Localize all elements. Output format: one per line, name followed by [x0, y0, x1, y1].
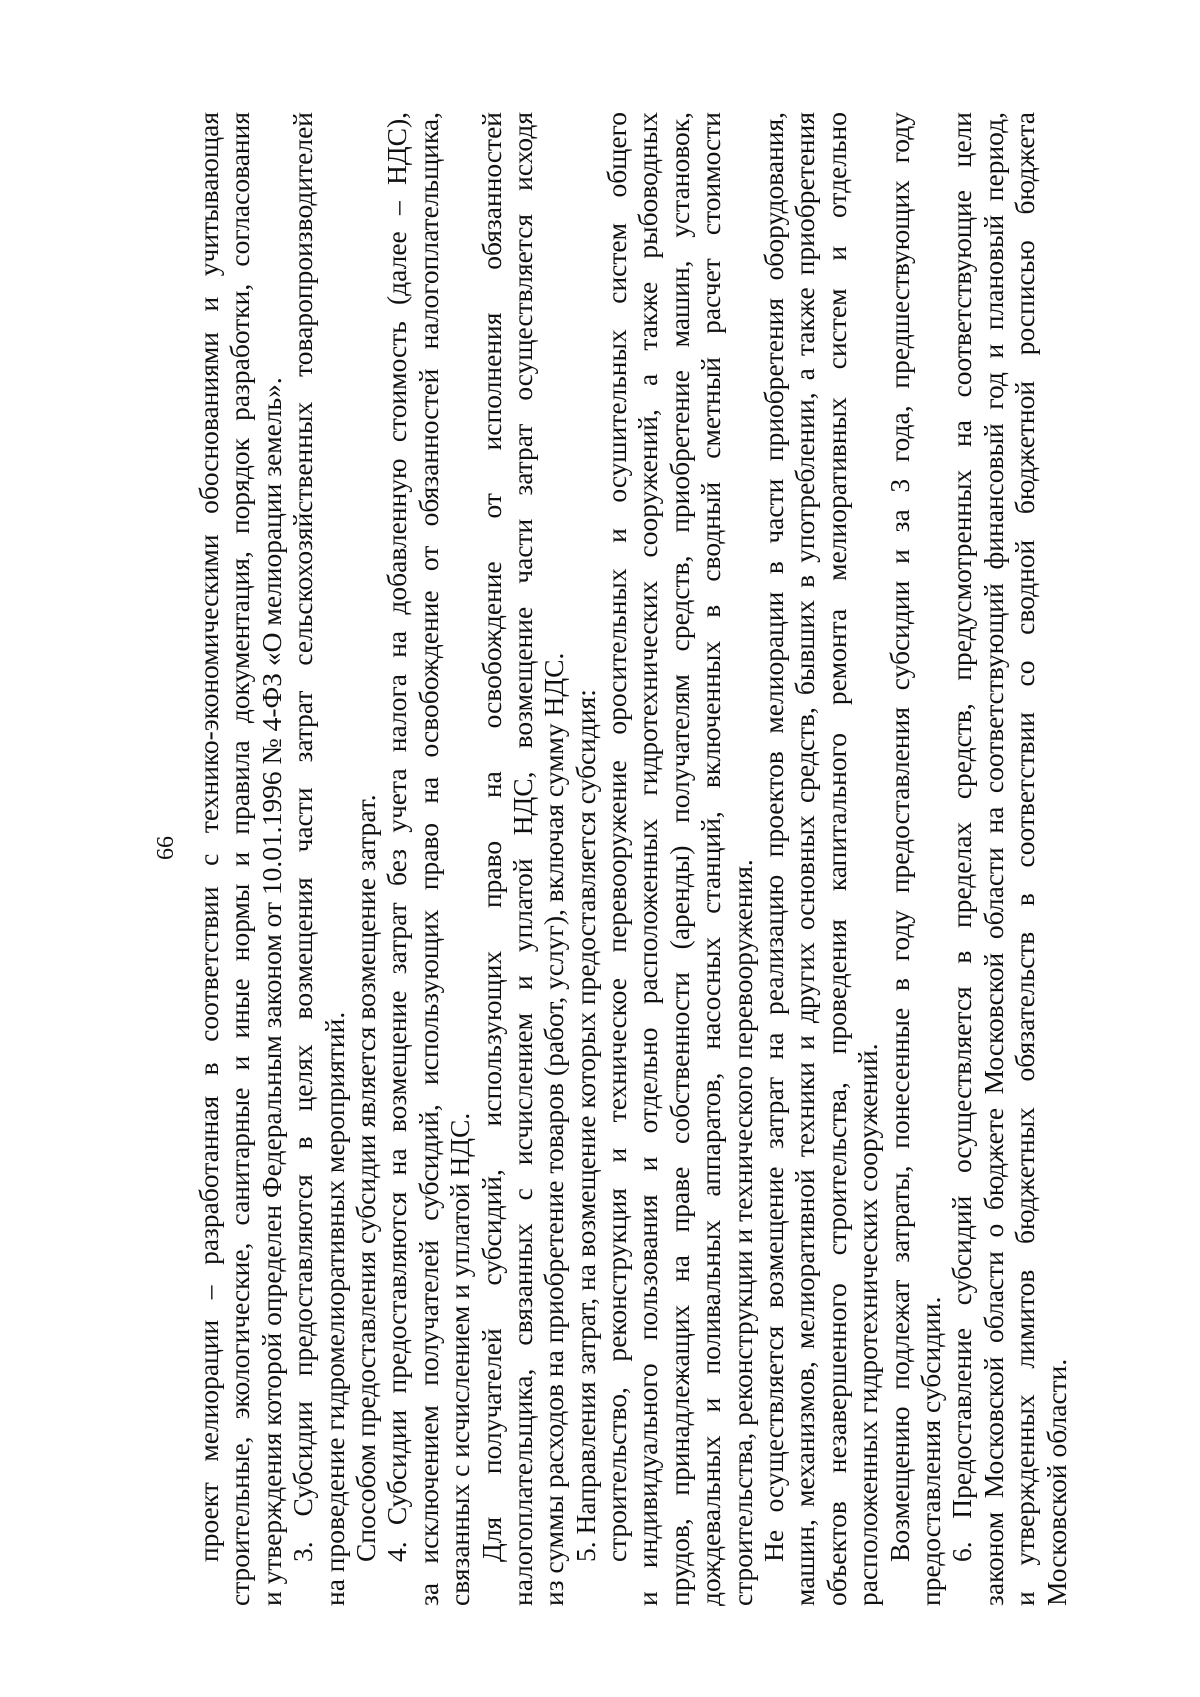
text-line: за исключением получателей субсидий, использующих право на освобождение от обязанностей налогоплательщика, [412, 112, 444, 1606]
text-line: налогоплательщика, связанных с исчислением и уплатой НДС, возмещение части затрат осуществляется исходя [506, 112, 538, 1606]
text-line: Московской области. [1040, 1358, 1072, 1606]
text-line: и утверждения которой определен Федеральным законом от 10.01.1996 № 4-ФЗ «О мелиорации земель». [255, 377, 287, 1606]
text-line: из суммы расходов на приобретение товаров (работ, услуг), включая сумму НДС. [538, 652, 570, 1606]
text-line: дождевальных и поливальных аппаратов, насосных станций, включенных в сводный сметный расчет стоимости [695, 112, 727, 1606]
body-text [193, 112, 1072, 1606]
text-line: Возмещению подлежат затраты, понесенные в году предоставления субсидии и за 3 года, предшествующих году [883, 112, 915, 1562]
text-line: предоставления субсидии. [914, 1296, 946, 1606]
text-line: проект мелиорации – разработанная в соответствии с технико-экономическими обоснованиями и учитывающая [193, 112, 224, 1562]
text-line: 3. Субсидии предоставляются в целях возмещения части затрат сельскохозяйственных товаропроизводителей [287, 112, 319, 1562]
text-line: Не осуществляется возмещение затрат на реализацию проектов мелиорации в части приобретения оборудования, [758, 112, 790, 1562]
text-line: связанных с исчислением и уплатой НДС. [444, 1112, 476, 1606]
text-line: расположенных гидротехнических сооружений. [852, 1043, 884, 1606]
text-line: машин, механизмов, мелиоративной техники и других основных средств, бывших в употреблении, а также приобретения [789, 112, 821, 1606]
text-line: строительства, реконструкции и технического перевооружения. [726, 859, 758, 1606]
text-line: 6. Предоставление субсидий осуществляется в пределах средств, предусмотренных на соответствующие цели [946, 112, 978, 1562]
text-line: 5. Направления затрат, на возмещение которых предоставляется субсидия: [569, 689, 601, 1562]
text-line: объектов незавершенного строительства, проведения капитального ремонта мелиоративных систем и отдельно [820, 112, 852, 1606]
text-line: Для получателей субсидий, использующих право на освобождение от исполнения обязанностей [475, 112, 507, 1562]
rotated-text-block [145, 68, 1072, 1628]
text-line: Способом предоставления субсидии является возмещение затрат. [349, 794, 381, 1562]
text-line: строительные, экологические, санитарные и иные нормы и правила документация, порядок разработки, согласования [224, 112, 256, 1606]
text-line: прудов, принадлежащих на праве собственности (аренды) получателям средств, приобретение машин, установок, [663, 112, 695, 1606]
text-line: на проведение гидромелиоративных мероприятий. [318, 1011, 350, 1606]
text-line: и утвержденных лимитов бюджетных обязательств в соответствии со сводной бюджетной росписью бюджета [1009, 112, 1041, 1606]
page-number: 66 [153, 836, 179, 860]
text-line: законом Московской области о бюджете Московской области на соответствующий финансовый год и плановый период, [977, 112, 1009, 1606]
text-line: 4. Субсидии предоставляются на возмещение затрат без учета налога на добавленную стоимость (далее – НДС), [381, 112, 413, 1562]
text-line: строительство, реконструкция и техническое перевооружение оросительных и осушительных систем общего [601, 112, 633, 1562]
text-line: и индивидуального пользования и отдельно расположенных гидротехнических сооружений, а также рыбоводных [632, 112, 664, 1606]
